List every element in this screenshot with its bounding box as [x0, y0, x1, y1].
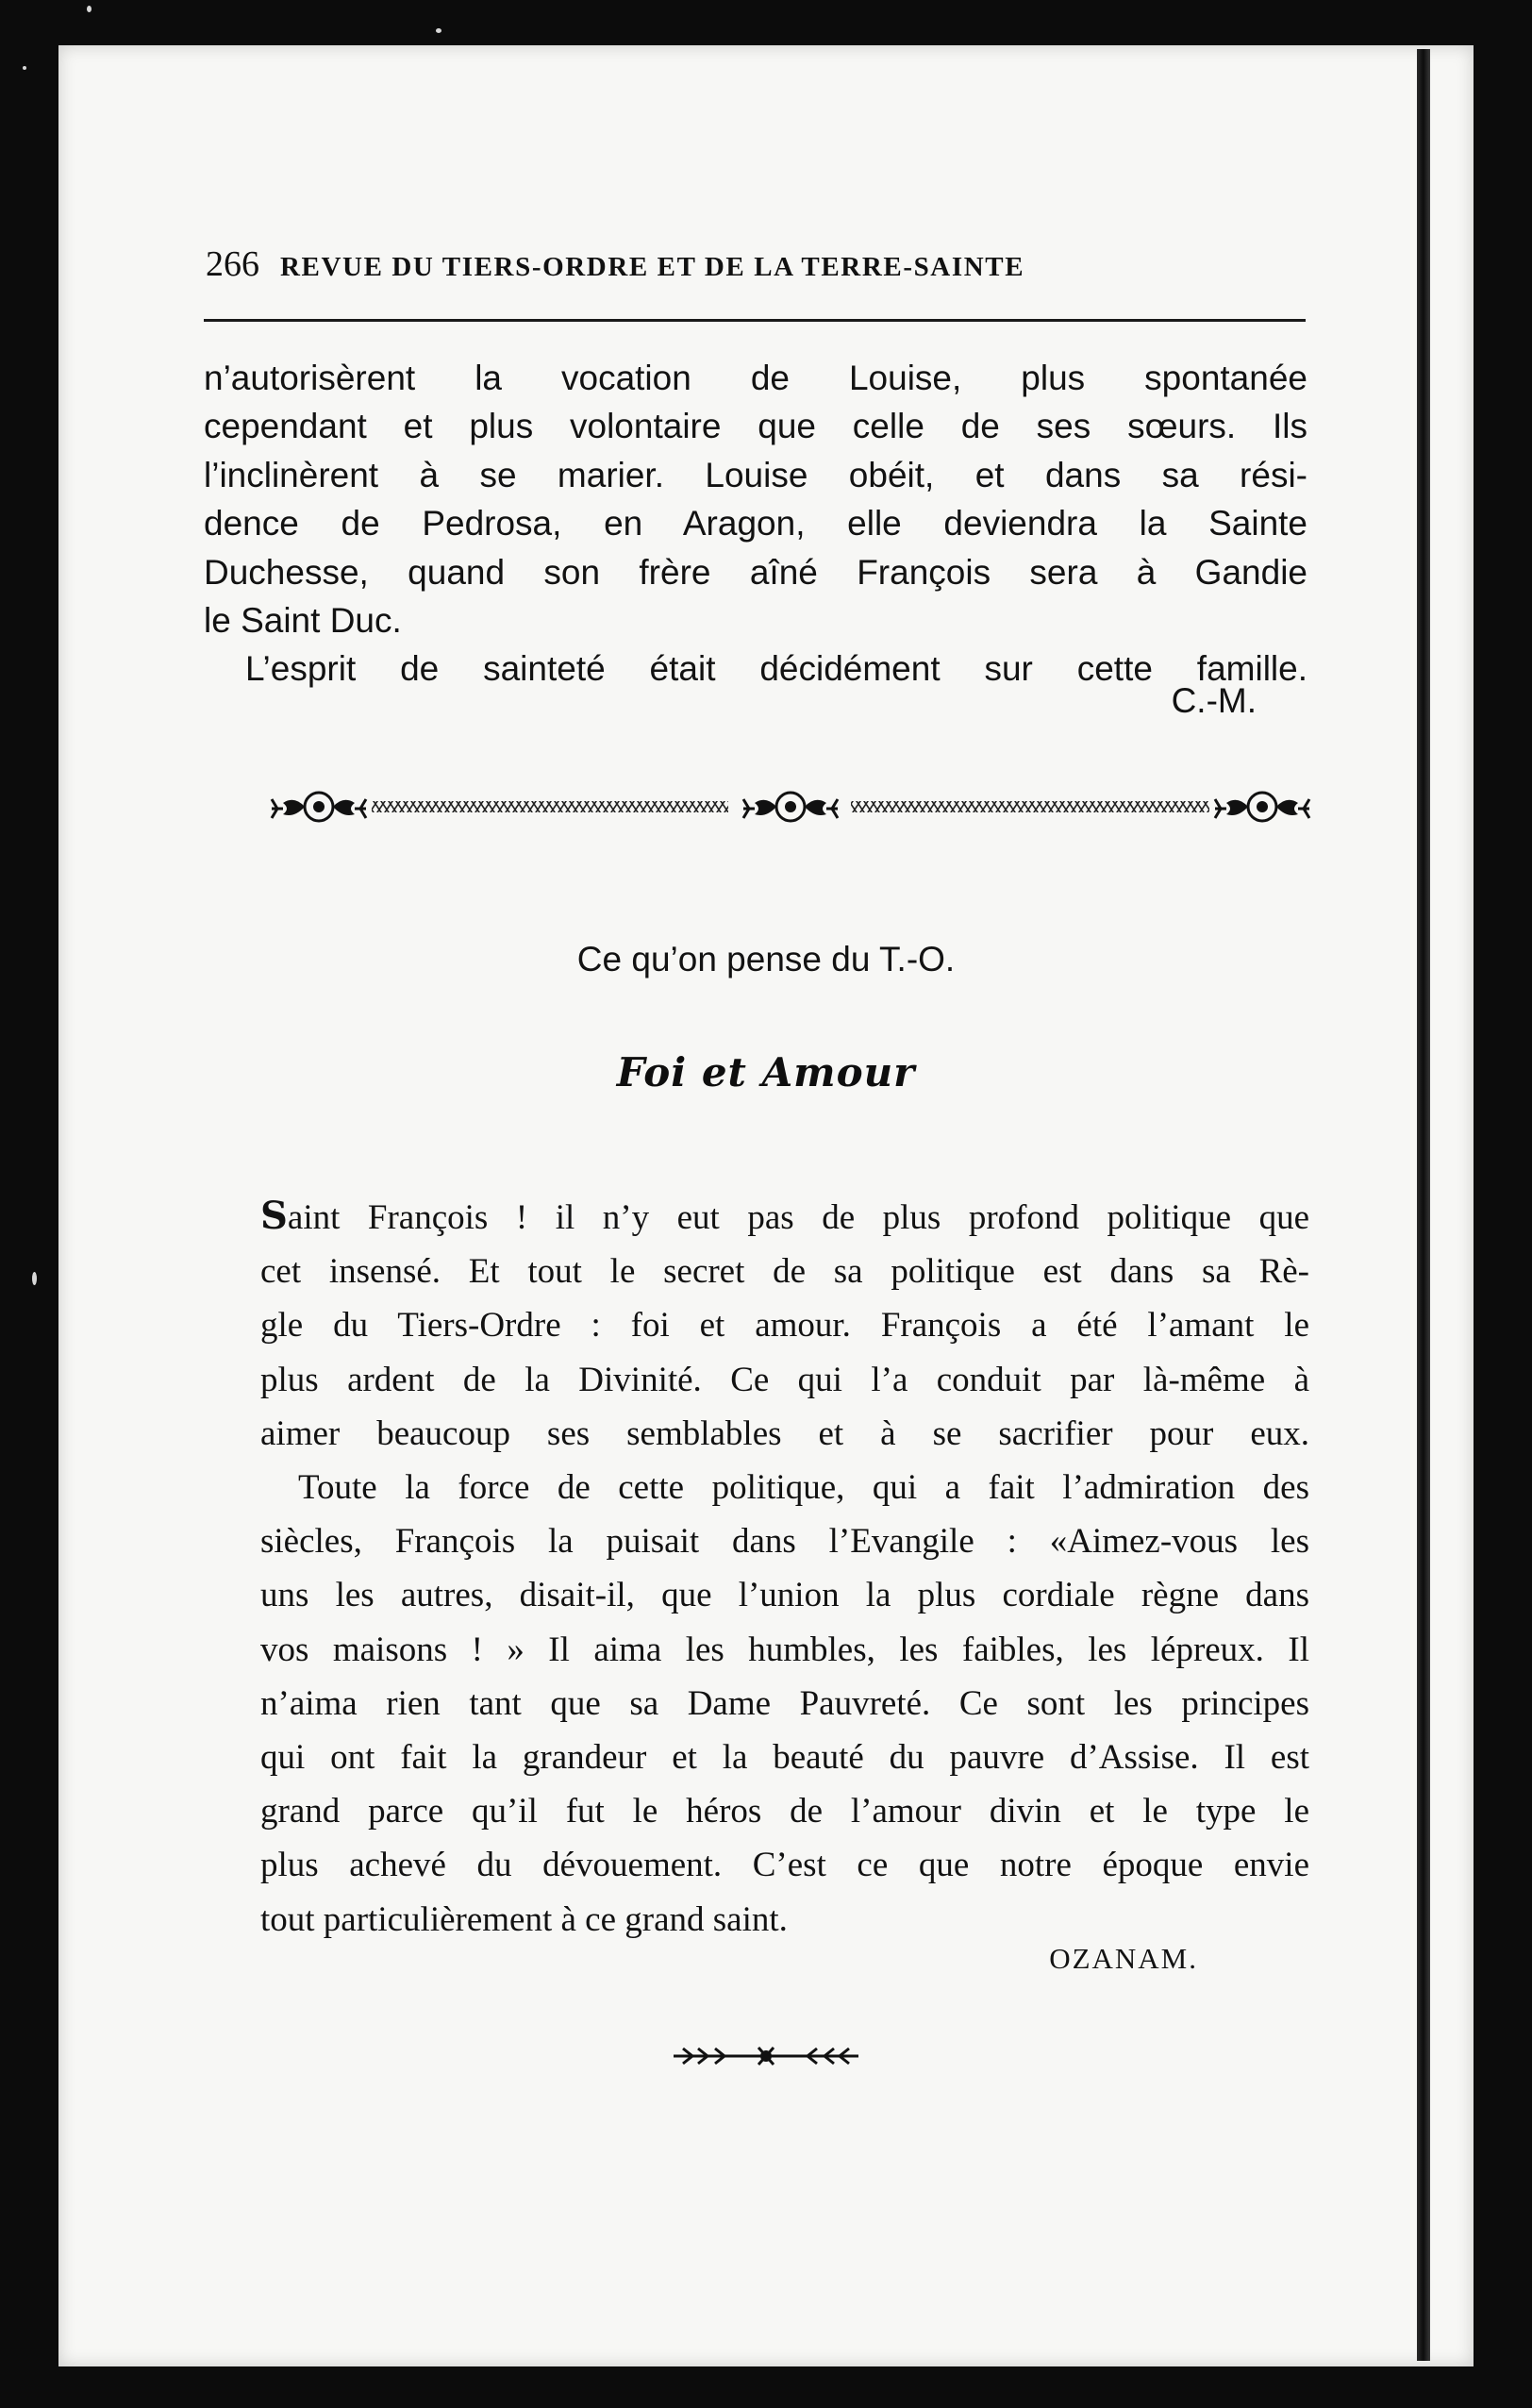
section-title: Ce qu’on pense du T.-O.	[576, 940, 956, 978]
author-signature: OZANAM.	[1049, 1942, 1198, 1975]
scan-speck	[87, 6, 92, 12]
article-body	[260, 1189, 1309, 1947]
text-line: aimer beaucoup ses semblables et à se sacrifier pour eux.	[260, 1413, 1309, 1453]
text-line: n’aima rien tant que sa Dame Pauvreté. Ce sont les principes	[260, 1683, 1309, 1723]
text-line: vos maisons ! » Il aima les humbles, les faibles, les lépreux. Il	[260, 1630, 1309, 1669]
article-title: Foi et Amour	[616, 1049, 916, 1095]
text-line-rest: aint François ! il n’y eut pas de plus profond politique que	[287, 1198, 1309, 1237]
header-rule	[204, 319, 1306, 322]
drop-cap: S	[260, 1194, 288, 1238]
running-head-title: REVUE DU TIERS-ORDRE ET DE LA TERRE-SAINTE	[280, 252, 1025, 282]
running-head	[206, 243, 1307, 300]
text-line: gle du Tiers-Ordre : foi et amour. François a été l’amant le	[260, 1306, 1309, 1346]
text-line: Duchesse, quand son frère aîné François sera à Gandie	[204, 552, 1307, 592]
text-line: plus ardent de la Divinité. Ce qui l’a conduit par là-même à	[260, 1360, 1309, 1399]
text-line: cependant et plus volontaire que celle de ses sœurs. Ils	[204, 407, 1307, 446]
text-line: Toute la force de cette politique, qui a fait l’admiration des	[298, 1468, 1309, 1508]
text-line	[260, 1189, 1309, 1245]
book-spine-edge	[1417, 49, 1430, 2361]
text-line: le Saint Duc.	[204, 601, 402, 641]
page-number: 266	[206, 244, 259, 284]
text-line: cet insensé. Et tout le secret de sa politique est dans sa Rè-	[260, 1252, 1309, 1292]
article-continuation	[204, 354, 1307, 694]
text-line: grand parce qu’il fut le héros de l’amour divin et le type le	[260, 1792, 1309, 1831]
text-line: plus achevé du dévouement. C’est ce que notre époque envie	[260, 1846, 1309, 1885]
scan-speck	[32, 1272, 37, 1285]
text-line: dence de Pedrosa, en Aragon, elle deviendra la Sainte	[204, 504, 1307, 543]
text-line: L’esprit de sainteté était décidément sur cette famille.	[245, 649, 1307, 689]
end-ornament	[670, 2044, 862, 2068]
text-line: n’autorisèrent la vocation de Louise, plus spontanée	[204, 359, 1307, 397]
text-line: uns les autres, disait-il, que l’union la plus cordiale règne dans	[260, 1576, 1309, 1615]
text-line: tout particulièrement à ce grand saint.	[260, 1899, 788, 1939]
text-line: l’inclinèrent à se marier. Louise obéit, et dans sa rési-	[204, 455, 1307, 494]
floral-divider-ornament	[266, 787, 1315, 827]
text-line: qui ont fait la grandeur et la beauté du pauvre d’Assise. Il est	[260, 1738, 1309, 1778]
scan-speck	[23, 66, 26, 70]
author-signature: C.-M.	[1171, 681, 1257, 720]
scan-speck	[436, 28, 441, 33]
text-line: siècles, François la puisait dans l’Evangile : «Aimez-vous les	[260, 1522, 1309, 1562]
